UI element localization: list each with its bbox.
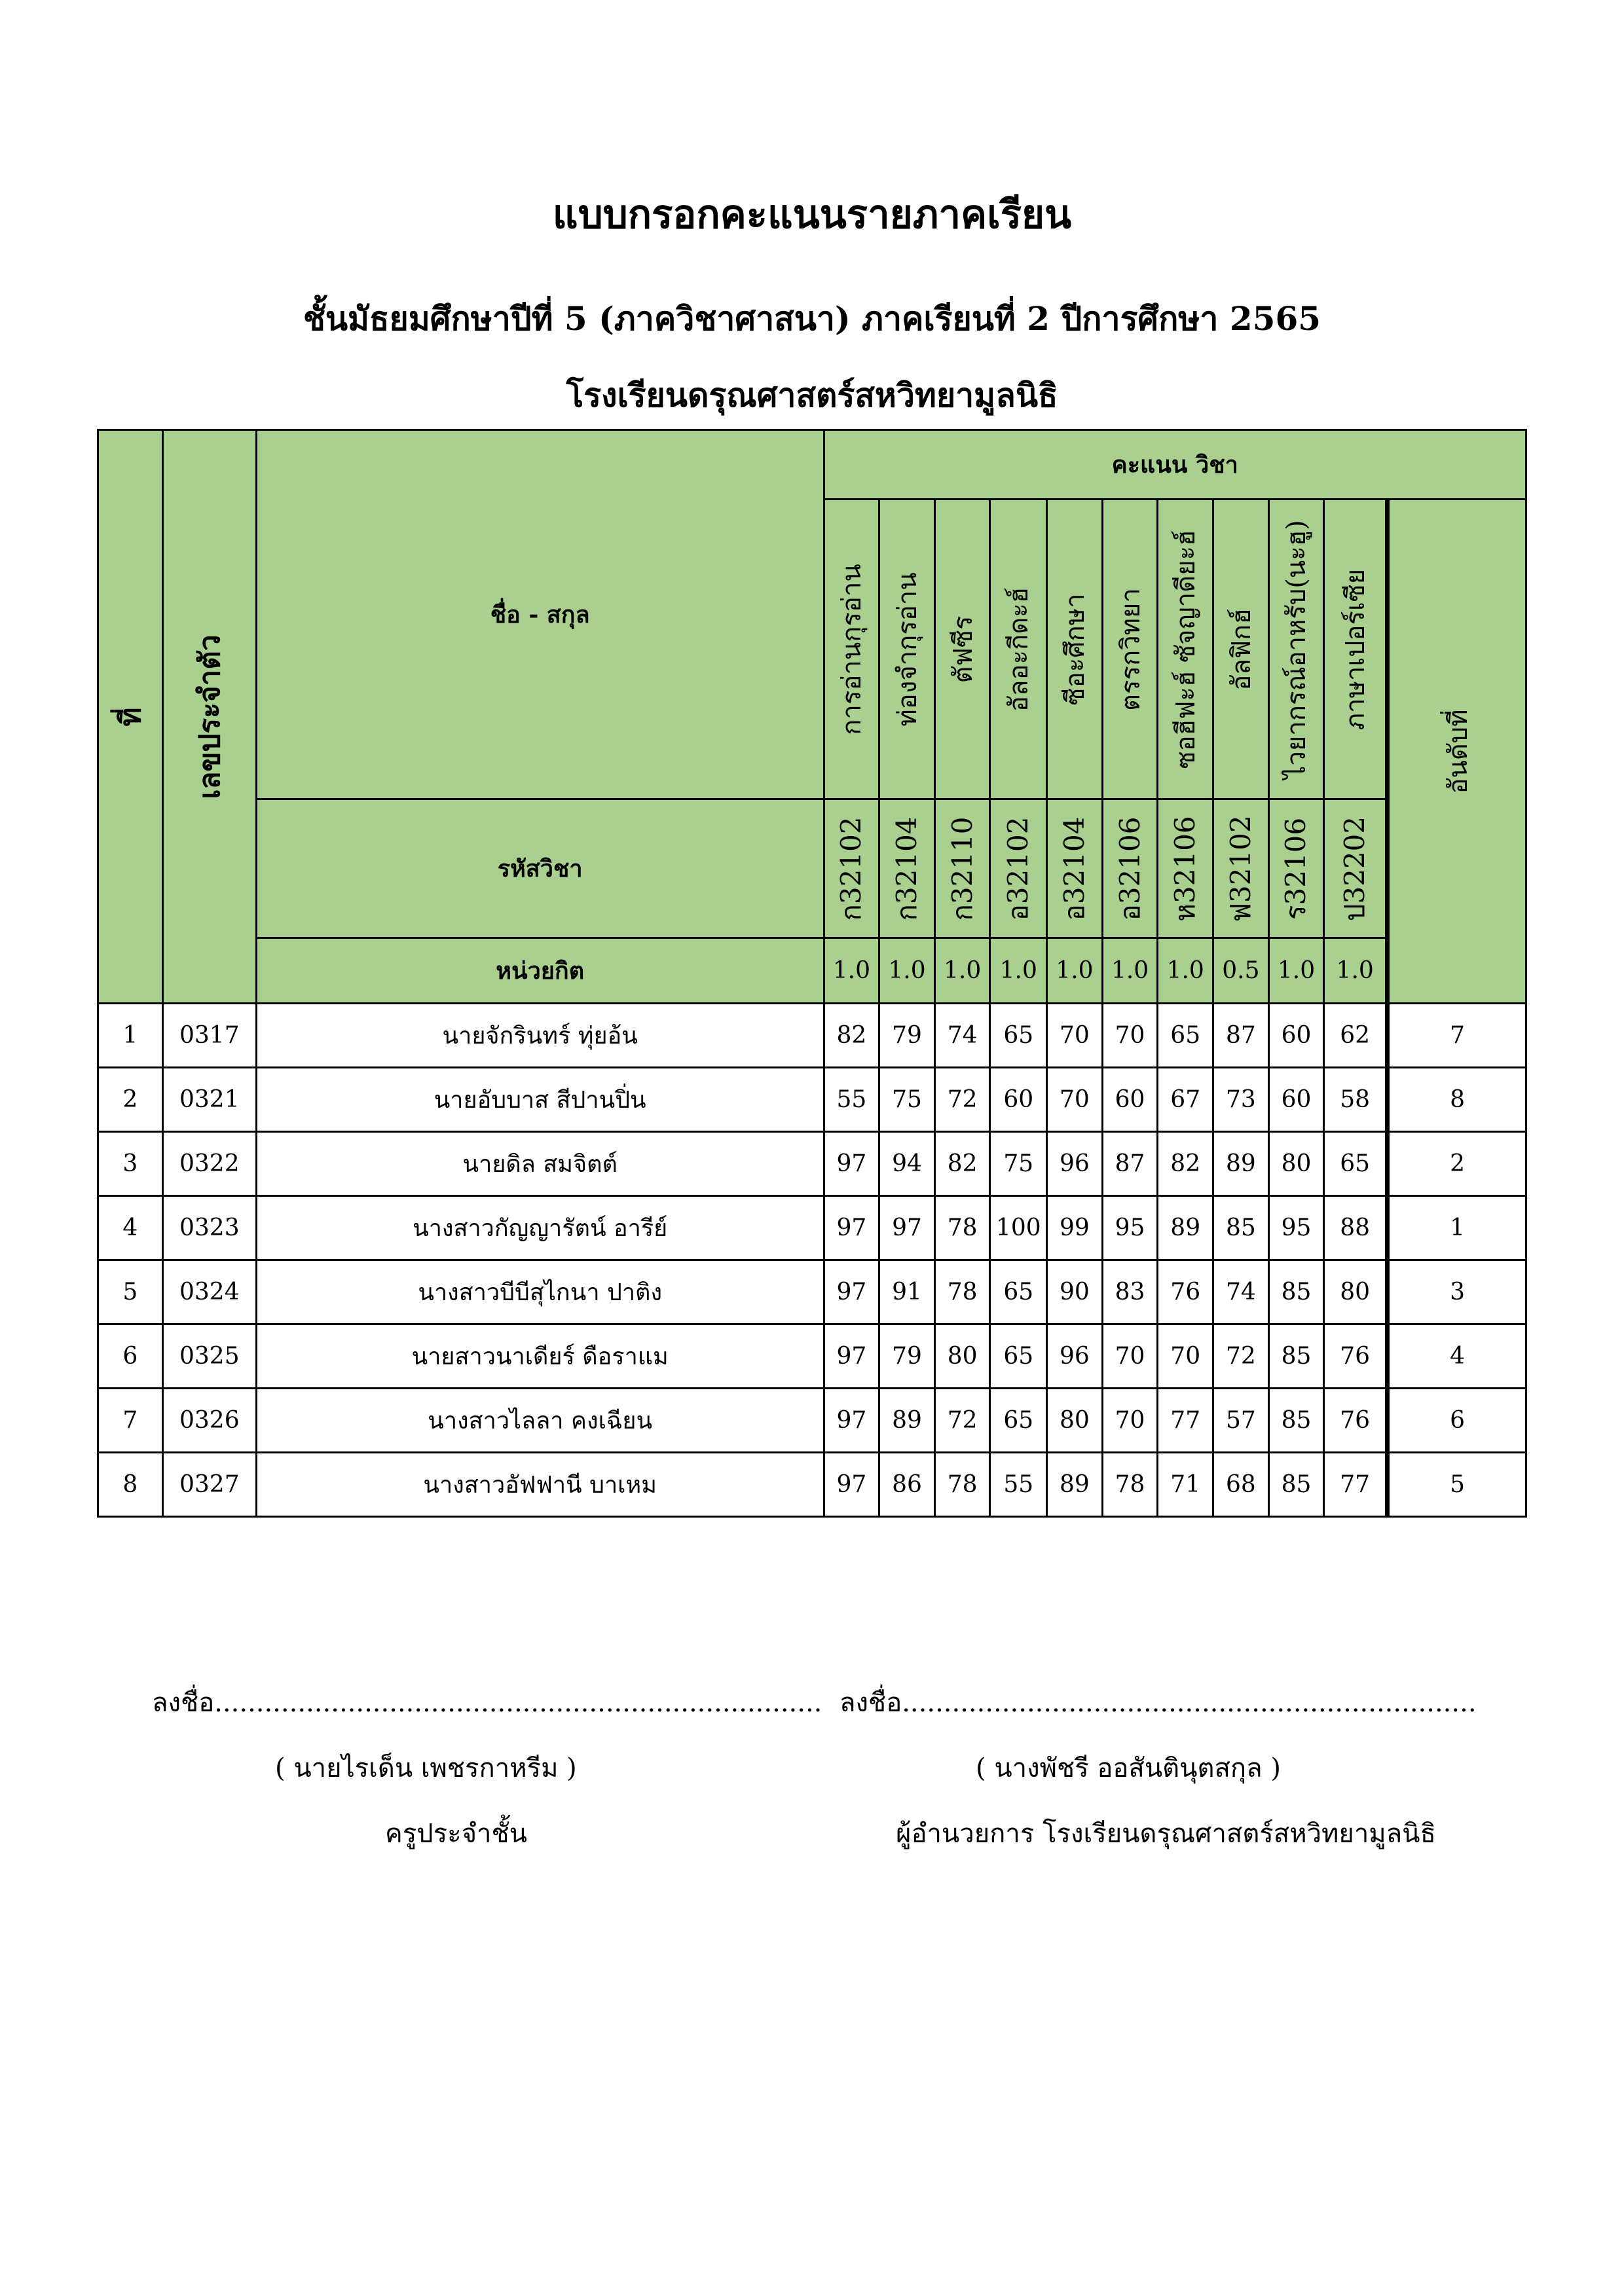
score-cell: 67 bbox=[1158, 1068, 1213, 1132]
score-cell: 60 bbox=[1268, 1068, 1324, 1132]
score-cell: 97 bbox=[824, 1196, 879, 1260]
student-no: 8 bbox=[98, 1453, 163, 1517]
student-no: 3 bbox=[98, 1132, 163, 1196]
subject-name-cell bbox=[824, 500, 879, 799]
subject-code: อ32102 bbox=[1002, 816, 1035, 920]
score-cell: 97 bbox=[824, 1389, 879, 1453]
subject-name: อัลฟิกฮ์ bbox=[1226, 608, 1257, 691]
score-cell: 94 bbox=[879, 1132, 935, 1196]
student-id: 0323 bbox=[162, 1196, 256, 1260]
subject-credit: 1.0 bbox=[1047, 938, 1103, 1004]
subject-name-cell bbox=[990, 500, 1047, 799]
score-cell: 76 bbox=[1324, 1389, 1388, 1453]
director-name: ( นางพัชรี ออสันตินุตสกุล ) bbox=[976, 1753, 1281, 1783]
subject-code: ก32110 bbox=[946, 816, 978, 921]
table-row bbox=[98, 1132, 1526, 1196]
score-cell: 83 bbox=[1102, 1260, 1158, 1324]
rank-cell: 6 bbox=[1388, 1389, 1526, 1453]
student-id: 0325 bbox=[162, 1324, 256, 1389]
subject-credit: 1.0 bbox=[1268, 938, 1324, 1004]
score-cell: 80 bbox=[1324, 1260, 1388, 1324]
score-cell: 72 bbox=[934, 1068, 990, 1132]
score-cell: 70 bbox=[1158, 1324, 1213, 1389]
score-cell: 60 bbox=[1268, 1004, 1324, 1068]
score-cell: 68 bbox=[1213, 1453, 1269, 1517]
student-name: นายอับบาส สีปานปิ่น bbox=[256, 1068, 824, 1132]
score-cell: 77 bbox=[1158, 1389, 1213, 1453]
subject-name-cell bbox=[1268, 500, 1324, 799]
subject-credit: 1.0 bbox=[934, 938, 990, 1004]
score-cell: 85 bbox=[1268, 1453, 1324, 1517]
subject-code-cell bbox=[1324, 799, 1388, 938]
subject-credit: 1.0 bbox=[990, 938, 1047, 1004]
grade-table bbox=[97, 429, 1527, 1518]
score-cell: 99 bbox=[1047, 1196, 1103, 1260]
score-cell: 82 bbox=[934, 1132, 990, 1196]
score-cell: 60 bbox=[990, 1068, 1047, 1132]
signature-line-director: ลงชื่อ..................................................................... bbox=[840, 1688, 1477, 1718]
score-cell: 85 bbox=[1268, 1324, 1324, 1389]
rank-cell: 5 bbox=[1388, 1453, 1526, 1517]
score-cell: 97 bbox=[824, 1260, 879, 1324]
score-cell: 97 bbox=[824, 1453, 879, 1517]
rank-cell: 7 bbox=[1388, 1004, 1526, 1068]
rank-cell: 8 bbox=[1388, 1068, 1526, 1132]
subject-code-cell bbox=[990, 799, 1047, 938]
table-row bbox=[98, 1196, 1526, 1260]
student-no: 5 bbox=[98, 1260, 163, 1324]
score-cell: 65 bbox=[990, 1389, 1047, 1453]
score-cell: 80 bbox=[1047, 1389, 1103, 1453]
subject-code: ห32106 bbox=[1169, 815, 1202, 922]
subject-code-cell bbox=[824, 799, 879, 938]
score-cell: 78 bbox=[934, 1453, 990, 1517]
score-cell: 100 bbox=[990, 1196, 1047, 1260]
teacher-role: ครูประจำชั้น bbox=[385, 1819, 527, 1849]
score-cell: 80 bbox=[934, 1324, 990, 1389]
table-row bbox=[98, 1260, 1526, 1324]
score-cell: 74 bbox=[1213, 1260, 1269, 1324]
score-cell: 73 bbox=[1213, 1068, 1269, 1132]
col-header-name: ชื่อ - สกุล bbox=[256, 430, 824, 799]
score-cell: 78 bbox=[1102, 1453, 1158, 1517]
subject-name: อัลอะกีดะฮ์ bbox=[1004, 587, 1035, 712]
subject-name-cell bbox=[879, 500, 935, 799]
student-no: 4 bbox=[98, 1196, 163, 1260]
table-row bbox=[98, 1389, 1526, 1453]
student-no: 2 bbox=[98, 1068, 163, 1132]
subject-code-cell bbox=[879, 799, 935, 938]
subject-name-cell bbox=[1158, 500, 1213, 799]
subject-name-cell bbox=[1047, 500, 1103, 799]
score-cell: 65 bbox=[990, 1324, 1047, 1389]
score-cell: 95 bbox=[1268, 1196, 1324, 1260]
student-id: 0322 bbox=[162, 1132, 256, 1196]
score-cell: 72 bbox=[1213, 1324, 1269, 1389]
subject-code: อ32104 bbox=[1058, 816, 1090, 920]
rank-cell: 2 bbox=[1388, 1132, 1526, 1196]
score-cell: 85 bbox=[1268, 1260, 1324, 1324]
subject-code-cell bbox=[934, 799, 990, 938]
score-cell: 65 bbox=[990, 1260, 1047, 1324]
subject-name: ซีอะศึกษา bbox=[1060, 592, 1090, 706]
subject-code: ป32202 bbox=[1338, 816, 1371, 921]
score-cell: 57 bbox=[1213, 1389, 1269, 1453]
score-cell: 60 bbox=[1102, 1068, 1158, 1132]
score-cell: 96 bbox=[1047, 1324, 1103, 1389]
score-cell: 89 bbox=[1158, 1196, 1213, 1260]
subject-name: ตรรกวิทยา bbox=[1115, 587, 1146, 711]
student-name: นางสาวอัฟฟานี บาเหม bbox=[256, 1453, 824, 1517]
score-cell: 77 bbox=[1324, 1453, 1388, 1517]
subject-name: ตัฟซีร bbox=[948, 615, 978, 683]
student-no: 7 bbox=[98, 1389, 163, 1453]
col-header-id: เลขประจำตัว bbox=[162, 430, 256, 1004]
signature-line-teacher: ลงชื่อ......................................................................... bbox=[152, 1688, 822, 1718]
student-id: 0327 bbox=[162, 1453, 256, 1517]
score-cell: 65 bbox=[990, 1004, 1047, 1068]
subject-name: ท่องจำกุรอ่าน bbox=[892, 572, 923, 727]
page-title: แบบกรอกคะแนนรายภาคเรียน bbox=[552, 192, 1072, 238]
score-cell: 70 bbox=[1047, 1004, 1103, 1068]
student-name: นางสาวกัญญารัตน์ อารีย์ bbox=[256, 1196, 824, 1260]
rank-cell: 4 bbox=[1388, 1324, 1526, 1389]
score-cell: 91 bbox=[879, 1260, 935, 1324]
subject-code-cell bbox=[1213, 799, 1269, 938]
table-row bbox=[98, 1004, 1526, 1068]
score-cell: 89 bbox=[1213, 1132, 1269, 1196]
subject-code-cell bbox=[1268, 799, 1324, 938]
subject-name: ไวยากรณ์อาหรับ(นะฮู) bbox=[1282, 519, 1312, 779]
subject-name-cell bbox=[934, 500, 990, 799]
score-cell: 70 bbox=[1102, 1389, 1158, 1453]
score-cell: 55 bbox=[824, 1068, 879, 1132]
subject-code-cell bbox=[1158, 799, 1213, 938]
student-name: นายจักรินทร์ ทุ่ยอ้น bbox=[256, 1004, 824, 1068]
student-id: 0317 bbox=[162, 1004, 256, 1068]
rank-cell: 3 bbox=[1388, 1260, 1526, 1324]
score-cell: 70 bbox=[1102, 1004, 1158, 1068]
score-cell: 78 bbox=[934, 1196, 990, 1260]
student-id: 0326 bbox=[162, 1389, 256, 1453]
subject-code-cell bbox=[1102, 799, 1158, 938]
score-cell: 82 bbox=[1158, 1132, 1213, 1196]
subject-code: ฟ32102 bbox=[1224, 814, 1257, 922]
score-cell: 65 bbox=[1324, 1132, 1388, 1196]
col-header-rank: อันดับที่ bbox=[1388, 500, 1526, 1004]
score-cell: 79 bbox=[879, 1004, 935, 1068]
col-header-no: ที่ bbox=[98, 430, 163, 1004]
score-cell: 87 bbox=[1213, 1004, 1269, 1068]
teacher-name: ( นายไรเด็น เพชรกาหรีม ) bbox=[275, 1753, 577, 1783]
score-cell: 70 bbox=[1102, 1324, 1158, 1389]
subject-name-cell bbox=[1102, 500, 1158, 799]
student-no: 6 bbox=[98, 1324, 163, 1389]
score-cell: 88 bbox=[1324, 1196, 1388, 1260]
subject-credit: 1.0 bbox=[1102, 938, 1158, 1004]
student-name: นายดิล สมจิตต์ bbox=[256, 1132, 824, 1196]
row-header-credit: หน่วยกิต bbox=[256, 938, 824, 1004]
director-role: ผู้อำนวยการ โรงเรียนดรุณศาสตร์สหวิทยามูลนิธิ bbox=[896, 1819, 1436, 1849]
student-name: นายสาวนาเดียร์ ดือราแม bbox=[256, 1324, 824, 1389]
score-cell: 71 bbox=[1158, 1453, 1213, 1517]
page-subtitle: ชั้นมัธยมศึกษาปีที่ 5 (ภาควิชาศาสนา) ภาคเรียนที่ 2 ปีการศึกษา 2565 bbox=[303, 299, 1321, 338]
subject-name-cell bbox=[1324, 500, 1388, 799]
score-cell: 82 bbox=[824, 1004, 879, 1068]
subject-name: ซอฮีฟะฮ์ ซัจญาดียะฮ์ bbox=[1171, 530, 1202, 769]
student-name: นางสาวบีบีสุไกนา ปาติง bbox=[256, 1260, 824, 1324]
score-cell: 87 bbox=[1102, 1132, 1158, 1196]
score-cell: 89 bbox=[879, 1389, 935, 1453]
subject-name: การอ่านกุรอ่าน bbox=[837, 563, 868, 735]
subject-code: ก32102 bbox=[835, 816, 868, 921]
score-cell: 85 bbox=[1213, 1196, 1269, 1260]
score-cell: 90 bbox=[1047, 1260, 1103, 1324]
subject-name: ภาษาเปอร์เซีย bbox=[1340, 568, 1371, 730]
subject-code: ร32106 bbox=[1280, 817, 1312, 920]
subject-code: อ32106 bbox=[1113, 816, 1146, 920]
student-no: 1 bbox=[98, 1004, 163, 1068]
table-row bbox=[98, 1324, 1526, 1389]
student-name: นางสาวไลลา คงเฉียน bbox=[256, 1389, 824, 1453]
subject-credit: 1.0 bbox=[1324, 938, 1388, 1004]
score-cell: 75 bbox=[990, 1132, 1047, 1196]
score-cell: 74 bbox=[934, 1004, 990, 1068]
subject-credit: 1.0 bbox=[824, 938, 879, 1004]
score-cell: 55 bbox=[990, 1453, 1047, 1517]
school-name: โรงเรียนดรุณศาสตร์สหวิทยามูลนิธิ bbox=[566, 376, 1058, 414]
subject-code-cell bbox=[1047, 799, 1103, 938]
score-cell: 78 bbox=[934, 1260, 990, 1324]
student-id: 0324 bbox=[162, 1260, 256, 1324]
score-cell: 95 bbox=[1102, 1196, 1158, 1260]
score-cell: 80 bbox=[1268, 1132, 1324, 1196]
score-cell: 86 bbox=[879, 1453, 935, 1517]
score-cell: 89 bbox=[1047, 1453, 1103, 1517]
table-row bbox=[98, 1068, 1526, 1132]
score-cell: 76 bbox=[1324, 1324, 1388, 1389]
subject-credit: 1.0 bbox=[879, 938, 935, 1004]
row-header-code: รหัสวิชา bbox=[256, 799, 824, 938]
score-cell: 58 bbox=[1324, 1068, 1388, 1132]
rank-cell: 1 bbox=[1388, 1196, 1526, 1260]
score-cell: 97 bbox=[824, 1132, 879, 1196]
score-cell: 97 bbox=[824, 1324, 879, 1389]
score-cell: 97 bbox=[879, 1196, 935, 1260]
score-cell: 79 bbox=[879, 1324, 935, 1389]
subject-name-cell bbox=[1213, 500, 1269, 799]
score-cell: 85 bbox=[1268, 1389, 1324, 1453]
score-cell: 76 bbox=[1158, 1260, 1213, 1324]
table-row bbox=[98, 1453, 1526, 1517]
group-header-scores: คะแนน วิชา bbox=[824, 430, 1526, 500]
score-cell: 62 bbox=[1324, 1004, 1388, 1068]
score-cell: 96 bbox=[1047, 1132, 1103, 1196]
score-cell: 72 bbox=[934, 1389, 990, 1453]
student-id: 0321 bbox=[162, 1068, 256, 1132]
subject-credit: 1.0 bbox=[1158, 938, 1213, 1004]
subject-code: ก32104 bbox=[890, 816, 923, 921]
score-cell: 75 bbox=[879, 1068, 935, 1132]
score-cell: 70 bbox=[1047, 1068, 1103, 1132]
subject-credit: 0.5 bbox=[1213, 938, 1269, 1004]
score-cell: 65 bbox=[1158, 1004, 1213, 1068]
